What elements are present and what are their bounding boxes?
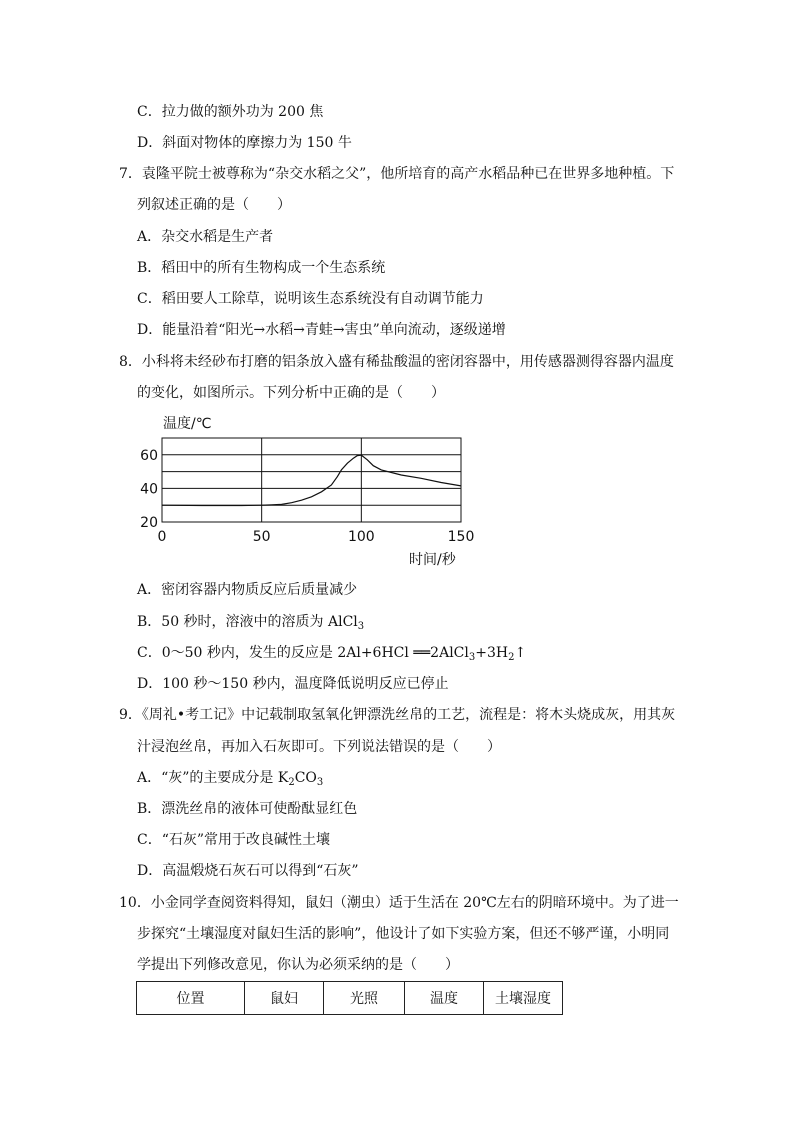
chart-y-ticks — [140, 448, 158, 531]
q9-option-d: D．高温煅烧石灰石可以得到“石灰” — [137, 863, 359, 879]
q8-stem-line1: 8．小科将未经砂布打磨的铝条放入盛有稀盐酸温的密闭容器中，用传感器测得容器内温度 — [119, 354, 674, 370]
q7-option-d: D．能量沿着“阳光→水稻→青蛙→害虫”单向流动，逐级递增 — [137, 322, 506, 338]
q9-option-a-sub1: 2 — [288, 777, 295, 788]
q8-stem-line2: 的变化，如图所示。下列分析中正确的是（ ） — [137, 385, 445, 401]
q9-option-a-sub2: 3 — [316, 777, 324, 788]
q8-option-a: A．密闭容器内物质反应后质量减少 — [137, 582, 358, 598]
q7-option-c: C．稻田要人工除草，说明该生态系统没有自动调节能力 — [137, 291, 484, 307]
chart-x-tick-label: 100 — [347, 529, 375, 545]
q8-option-c-arrow: ↑ — [514, 645, 527, 661]
q10-stem-line2: 步探究“土壤湿度对鼠妇生活的影响”，他设计了如下实验方案，但还不够严谨，小明同 — [137, 926, 670, 942]
temperature-curve — [162, 455, 461, 505]
q9-option-a — [137, 768, 323, 788]
q9-stem-line2: 汁浸泡丝帛，再加入石灰即可。下列说法错误的是（ ） — [137, 739, 501, 755]
q9-option-a-text: A．“灰”的主要成分是 K — [137, 770, 289, 786]
q9-option-a-mid: CO — [294, 770, 317, 786]
q10-experiment-table — [136, 981, 563, 1015]
q8-option-b — [137, 612, 364, 632]
table-header-cell: 光照 — [324, 982, 405, 1015]
q7-option-a: A．杂交水稻是生产者 — [137, 229, 274, 245]
table-header-cell: 土壤湿度 — [484, 982, 563, 1015]
chart-x-tick-label: 0 — [157, 529, 167, 545]
q8-option-c-mid: +3H — [475, 645, 509, 661]
q10-stem-line1: 10．小金同学查阅资料得知，鼠妇（潮虫）适于生活在 20℃左右的阴暗环境中。为了进一 — [119, 895, 679, 911]
q6-option-d: D．斜面对物体的摩擦力为 150 牛 — [137, 135, 352, 151]
q7-stem-line2: 列叙述正确的是（ ） — [137, 197, 291, 213]
table-header-row — [137, 982, 563, 1015]
chart-y-axis-label: 温度/℃ — [163, 416, 212, 432]
chart-frame — [162, 438, 461, 522]
q7-stem-line1: 7．袁隆平院士被尊称为“杂交水稻之父”，他所培育的高产水稻品种已在世界多地种植。下 — [119, 166, 675, 182]
chart-y-tick-label: 60 — [140, 447, 158, 464]
q8-option-c-sub2: 2 — [508, 652, 515, 663]
table-header-cell: 温度 — [405, 982, 484, 1015]
q9-option-b: B．漂洗丝帛的液体可使酚酞显红色 — [137, 801, 358, 817]
q8-option-c-text: C．0～50 秒内，发生的反应是 2Al+6HCl ══2AlCl — [137, 645, 469, 661]
chart-y-tick-label: 40 — [140, 481, 158, 498]
table-header-cell: 位置 — [137, 982, 245, 1015]
q9-option-c: C．“石灰”常用于改良碱性土壤 — [137, 832, 331, 848]
chart-x-ticks — [158, 529, 475, 545]
q6-option-c: C．拉力做的额外功为 200 焦 — [137, 104, 324, 120]
q10-stem-line3: 学提出下列修改意见，你认为必须采纳的是（ ） — [137, 957, 459, 973]
chart-y-tick-label: 20 — [140, 515, 158, 531]
chart-grid — [162, 438, 461, 522]
q8-option-c-sub1: 3 — [468, 652, 476, 663]
q8-option-d: D．100 秒～150 秒内，温度降低说明反应已停止 — [137, 676, 449, 692]
q8-option-c — [137, 643, 526, 663]
q7-option-b: B．稻田中的所有生物构成一个生态系统 — [137, 260, 386, 276]
q8-option-b-text: B．50 秒时，溶液中的溶质为 AlCl — [137, 614, 358, 630]
q9-stem-line1: 9．《周礼•考工记》中记载制取氢氧化钾漂洗丝帛的工艺，流程是：将木头烧成灰，用其灰 — [119, 707, 676, 723]
q8-option-b-subscript: 3 — [357, 621, 365, 632]
temperature-chart — [135, 410, 475, 572]
chart-x-axis-label: 时间/秒 — [409, 552, 456, 568]
table-header-cell: 鼠妇 — [245, 982, 324, 1015]
chart-x-tick-label: 150 — [447, 529, 475, 545]
chart-x-tick-label: 50 — [252, 529, 271, 545]
